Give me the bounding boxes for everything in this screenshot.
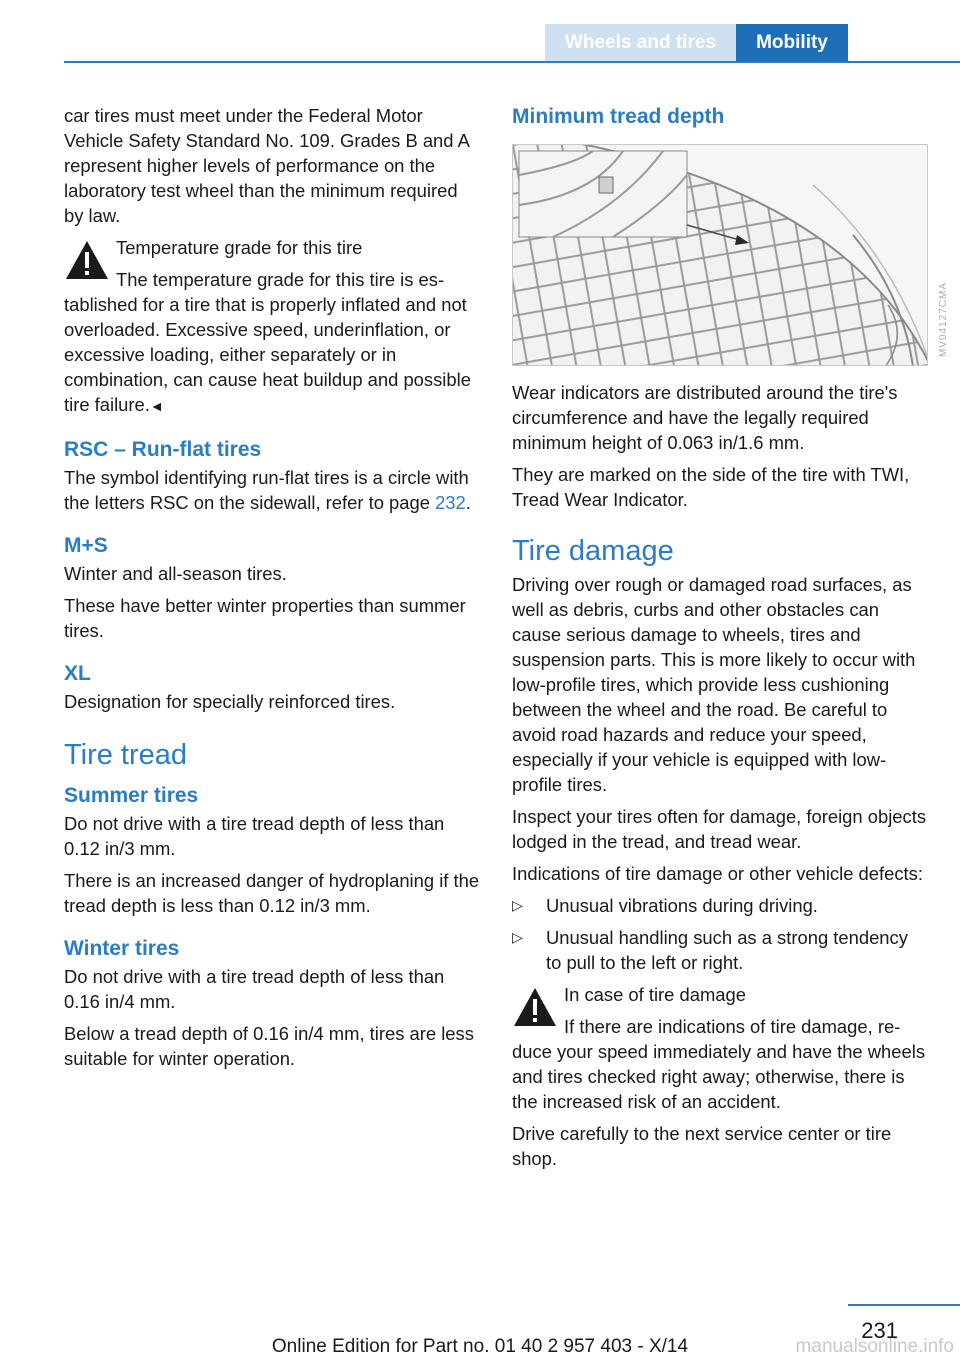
heading-tire-tread: Tire tread [64, 739, 188, 771]
min-paragraph-1: Wear indicators are distributed around the tire's circumference and have the legally required minimum height of 0.063 in/1.6 mm. [512, 382, 898, 453]
heading-summer-tires: Summer tires [64, 784, 199, 807]
heading-winter-tires: Winter tires [64, 937, 180, 960]
warning-body-text: The temperature grade for this tire is established for a tire that is properly inflated and not overloaded. Excessive speed, underinflation, or excessive loading, either separately or in combination, can cause heat buildup and possible tire failure. [64, 269, 471, 415]
tire-illustration-svg [513, 145, 928, 366]
warning-temperature [64, 235, 482, 419]
damage-paragraph-3: Indications of tire damage or other vehicle defects: [512, 863, 923, 884]
intro-paragraph: car tires must meet under the Federal Motor Vehicle Safety Standard No. 109. Grades B and A represent higher levels of performance on the laboratory test wheel than the minimum required by law. [64, 105, 469, 226]
list-item [512, 925, 928, 975]
triangle-right-icon: ▷ [512, 929, 523, 945]
section-tab: Wheels and tires [545, 24, 736, 61]
damage-paragraph-2: Inspect your tires often for damage, foreign objects lodged in the tread, and tread wear. [512, 806, 927, 852]
warning-title: In case of tire damage [564, 984, 746, 1005]
summer-paragraph-2: There is an increased danger of hydroplaning if the tread depth is less than 0.12 in/3 mm. [64, 870, 480, 916]
warning-body [64, 267, 482, 419]
page-number: 231 [861, 1318, 898, 1343]
heading-ms: M+S [64, 534, 108, 557]
warning-title: Temperature grade for this tire [116, 237, 363, 258]
figure-code: MV04127CMA [938, 282, 949, 358]
list-item-text: Unusual handling such as a strong tendency to pull to the left or right. [546, 927, 908, 973]
page-link-232[interactable]: 232 [435, 492, 466, 513]
heading-tire-damage: Tire damage [512, 535, 674, 567]
right-column [512, 103, 928, 1178]
damage-indications-list [512, 893, 928, 975]
rsc-text-end: . [465, 492, 471, 513]
page-header [0, 0, 960, 62]
warning-tire-damage [512, 982, 928, 1114]
left-column [64, 103, 482, 1078]
footer-rule [848, 1304, 960, 1306]
chapter-tab: Mobility [736, 24, 848, 61]
tire-tread-illustration [512, 144, 928, 366]
rsc-paragraph [64, 465, 482, 515]
edition-line: Online Edition for Part no. 01 40 2 957 403 - X/14 [271, 1336, 689, 1357]
triangle-right-icon: ▷ [512, 897, 523, 913]
heading-rsc: RSC – Run-flat tires [64, 438, 262, 461]
header-rule [64, 61, 960, 63]
summer-paragraph-1: Do not drive with a tire tread depth of less than 0.12 in/3 mm. [64, 813, 445, 859]
warning-triangle-icon [512, 986, 558, 1028]
warning-triangle-icon [64, 239, 110, 281]
damage-paragraph-4: Drive carefully to the next service center or tire shop. [512, 1123, 892, 1169]
ms-paragraph-2: These have better winter properties than summer tires. [64, 595, 466, 641]
end-mark-icon: ◄ [149, 398, 164, 414]
heading-xl: XL [64, 662, 91, 685]
winter-paragraph-2: Below a tread depth of 0.16 in/4 mm, tires are less suitable for winter operation. [64, 1023, 474, 1069]
damage-paragraph-1: Driving over rough or damaged road surfaces, as well as debris, curbs and other obstacles can cause serious damage to wheels, tires and suspension parts. This is more likely to occur with low-profile tires, which provide less cushioning between the wheel and the road. Be careful to avoid road hazards and reduce your speed, especially if your vehicle is equipped with low-profile tires. [512, 574, 916, 795]
warning-body: If there are indications of tire damage, reduce your speed immediately and have the wheels and tires checked right away; otherwise, there is the increased risk of an accident. [512, 1016, 926, 1112]
heading-minimum-tread-depth: Minimum tread depth [512, 105, 725, 128]
xl-paragraph: Designation for specially reinforced tires. [64, 691, 396, 712]
list-item-text: Unusual vibrations during driving. [546, 895, 818, 916]
ms-paragraph-1: Winter and all-season tires. [64, 563, 287, 584]
watermark: manualsonline.info [795, 1336, 954, 1357]
list-item [512, 893, 928, 918]
min-paragraph-2: They are marked on the side of the tire with TWI, Tread Wear Indicator. [512, 464, 910, 510]
winter-paragraph-1: Do not drive with a tire tread depth of less than 0.16 in/4 mm. [64, 966, 445, 1012]
rsc-text: The symbol identifying run-flat tires is a circle with the letters RSC on the sidewall, refer to page [64, 467, 469, 513]
